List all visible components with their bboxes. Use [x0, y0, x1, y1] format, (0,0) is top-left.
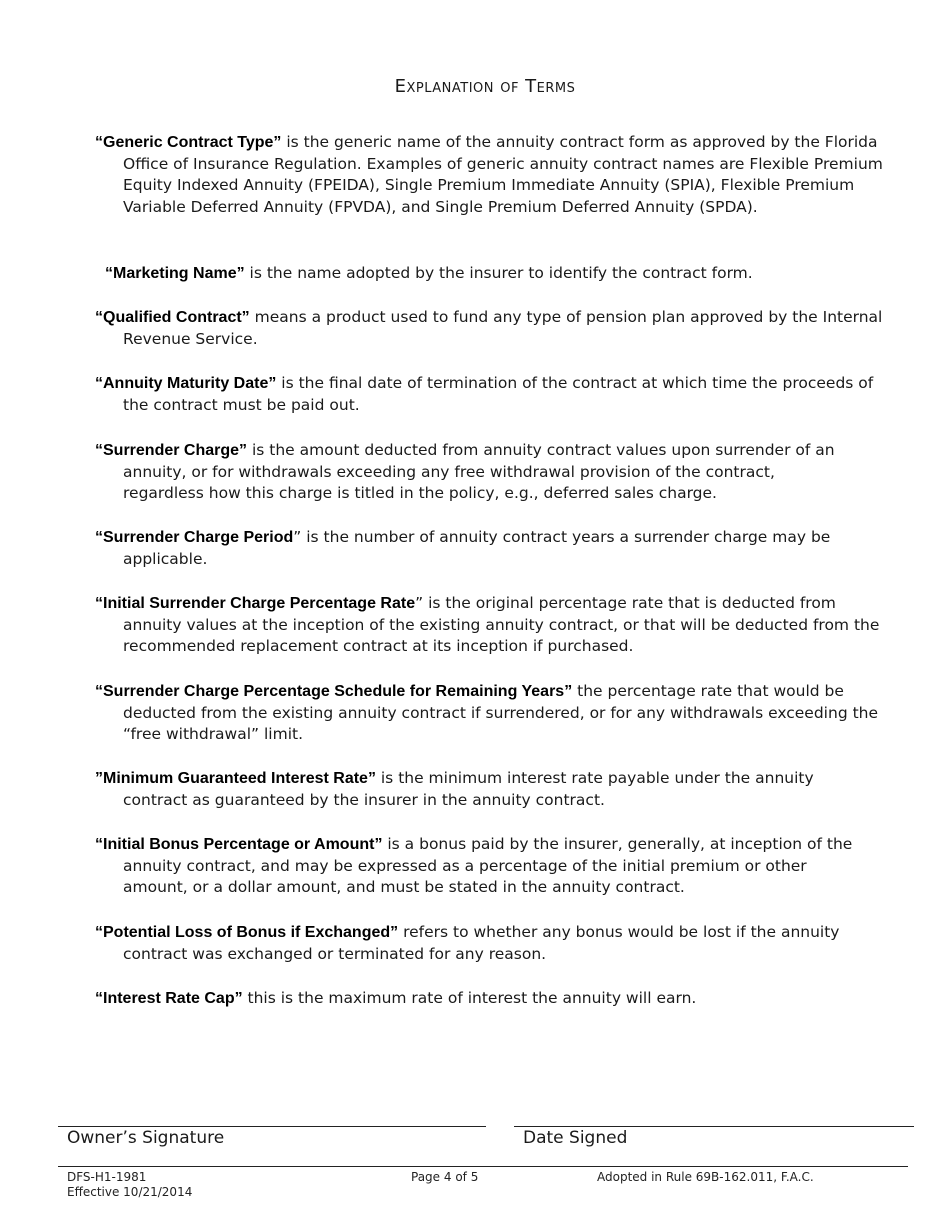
- term-definition: is the generic name of the annuity contract form as approved by the Florida Office of Insurance Regulation. Examples of generic annuity contract names are Flexible Premium Equity Indexed Annuity (FPEIDA), Single Premium Immediate Annuity (SPIA), Flexible Premium Variable Deferred Annuity (FPVDA), and Single Premium Deferred Annuity (SPDA).: [123, 133, 883, 216]
- term-minimum-guaranteed-interest-rate: [95, 768, 835, 811]
- date-signed-label: Date Signed: [523, 1128, 628, 1148]
- date-signed-line[interactable]: [514, 1126, 914, 1127]
- term-name: “Marketing Name”: [105, 265, 245, 282]
- term-definition: ” is the original percentage rate that is deducted from annuity values at the inception of the existing annuity contract, or that will be deducted from the recommended replacement contract at its inception if purchased.: [123, 594, 880, 655]
- term-annuity-maturity-date: [95, 373, 885, 416]
- footer-form-info: [67, 1170, 192, 1200]
- owner-signature-line[interactable]: [58, 1126, 486, 1127]
- term-name: ”Minimum Guaranteed Interest Rate”: [95, 770, 376, 787]
- term-definition: means a product used to fund any type of pension plan approved by the Internal Revenue Service.: [123, 308, 883, 348]
- term-definition: is the minimum interest rate payable under the annuity contract as guaranteed by the insurer in the annuity contract.: [123, 769, 814, 809]
- term-name: “Potential Loss of Bonus if Exchanged”: [95, 924, 399, 941]
- term-name: “Qualified Contract”: [95, 309, 250, 326]
- form-number: DFS-H1-1981: [67, 1170, 147, 1184]
- term-name: “Surrender Charge Percentage Schedule for Remaining Years”: [95, 683, 573, 700]
- term-definition: ” is the number of annuity contract years a surrender charge may be applicable.: [123, 528, 831, 568]
- term-name: “Annuity Maturity Date”: [95, 375, 277, 392]
- term-definition: is a bonus paid by the insurer, generally, at inception of the annuity contract, and may be expressed as a percentage of the initial premium or other amount, or a dollar amount, and must be stated in the annuity contract.: [123, 835, 853, 896]
- term-name: “Initial Bonus Percentage or Amount”: [95, 836, 383, 853]
- page-title: Explanation of Terms: [394, 76, 576, 97]
- owner-signature-label: Owner’s Signature: [67, 1128, 225, 1148]
- term-name: “Surrender Charge Period: [95, 529, 294, 546]
- term-marketing-name: [100, 263, 890, 285]
- term-definition: is the amount deducted from annuity contract values upon surrender of an annuity, or for withdrawals exceeding any free withdrawal provision of the contract, regardless how this charge is titled in the policy, e.g., deferred sales charge.: [123, 441, 835, 502]
- adopted-rule: Adopted in Rule 69B-162.011, F.A.C.: [597, 1170, 814, 1184]
- term-name: “Generic Contract Type”: [95, 134, 282, 151]
- term-name: “Initial Surrender Charge Percentage Rate: [95, 595, 416, 612]
- term-interest-rate-cap: [95, 988, 885, 1010]
- term-definition: this is the maximum rate of interest the annuity will earn.: [242, 989, 697, 1007]
- term-definition: refers to whether any bonus would be lost if the annuity contract was exchanged or terminated for any reason.: [123, 923, 840, 963]
- effective-date: Effective 10/21/2014: [67, 1185, 193, 1199]
- term-surrender-charge-period: [95, 527, 885, 570]
- term-qualified-contract: [95, 307, 885, 350]
- term-surrender-charge: [95, 440, 855, 505]
- term-potential-loss-of-bonus: [95, 922, 885, 965]
- term-definition: the percentage rate that would be deducted from the existing annuity contract if surrendered, or for any withdrawals exceeding the “free withdrawal” limit.: [123, 682, 879, 743]
- footer-divider: [58, 1166, 908, 1167]
- term-initial-surrender-charge-rate: [95, 593, 885, 658]
- page-number: Page 4 of 5: [411, 1170, 479, 1184]
- term-definition: is the name adopted by the insurer to identify the contract form.: [244, 264, 753, 282]
- term-surrender-charge-schedule: [95, 681, 885, 746]
- term-name: “Interest Rate Cap”: [95, 990, 243, 1007]
- term-definition: is the final date of termination of the contract at which time the proceeds of the contract must be paid out.: [123, 374, 874, 414]
- term-name: “Surrender Charge”: [95, 442, 248, 459]
- term-initial-bonus: [95, 834, 870, 899]
- term-generic-contract-type: [95, 132, 885, 218]
